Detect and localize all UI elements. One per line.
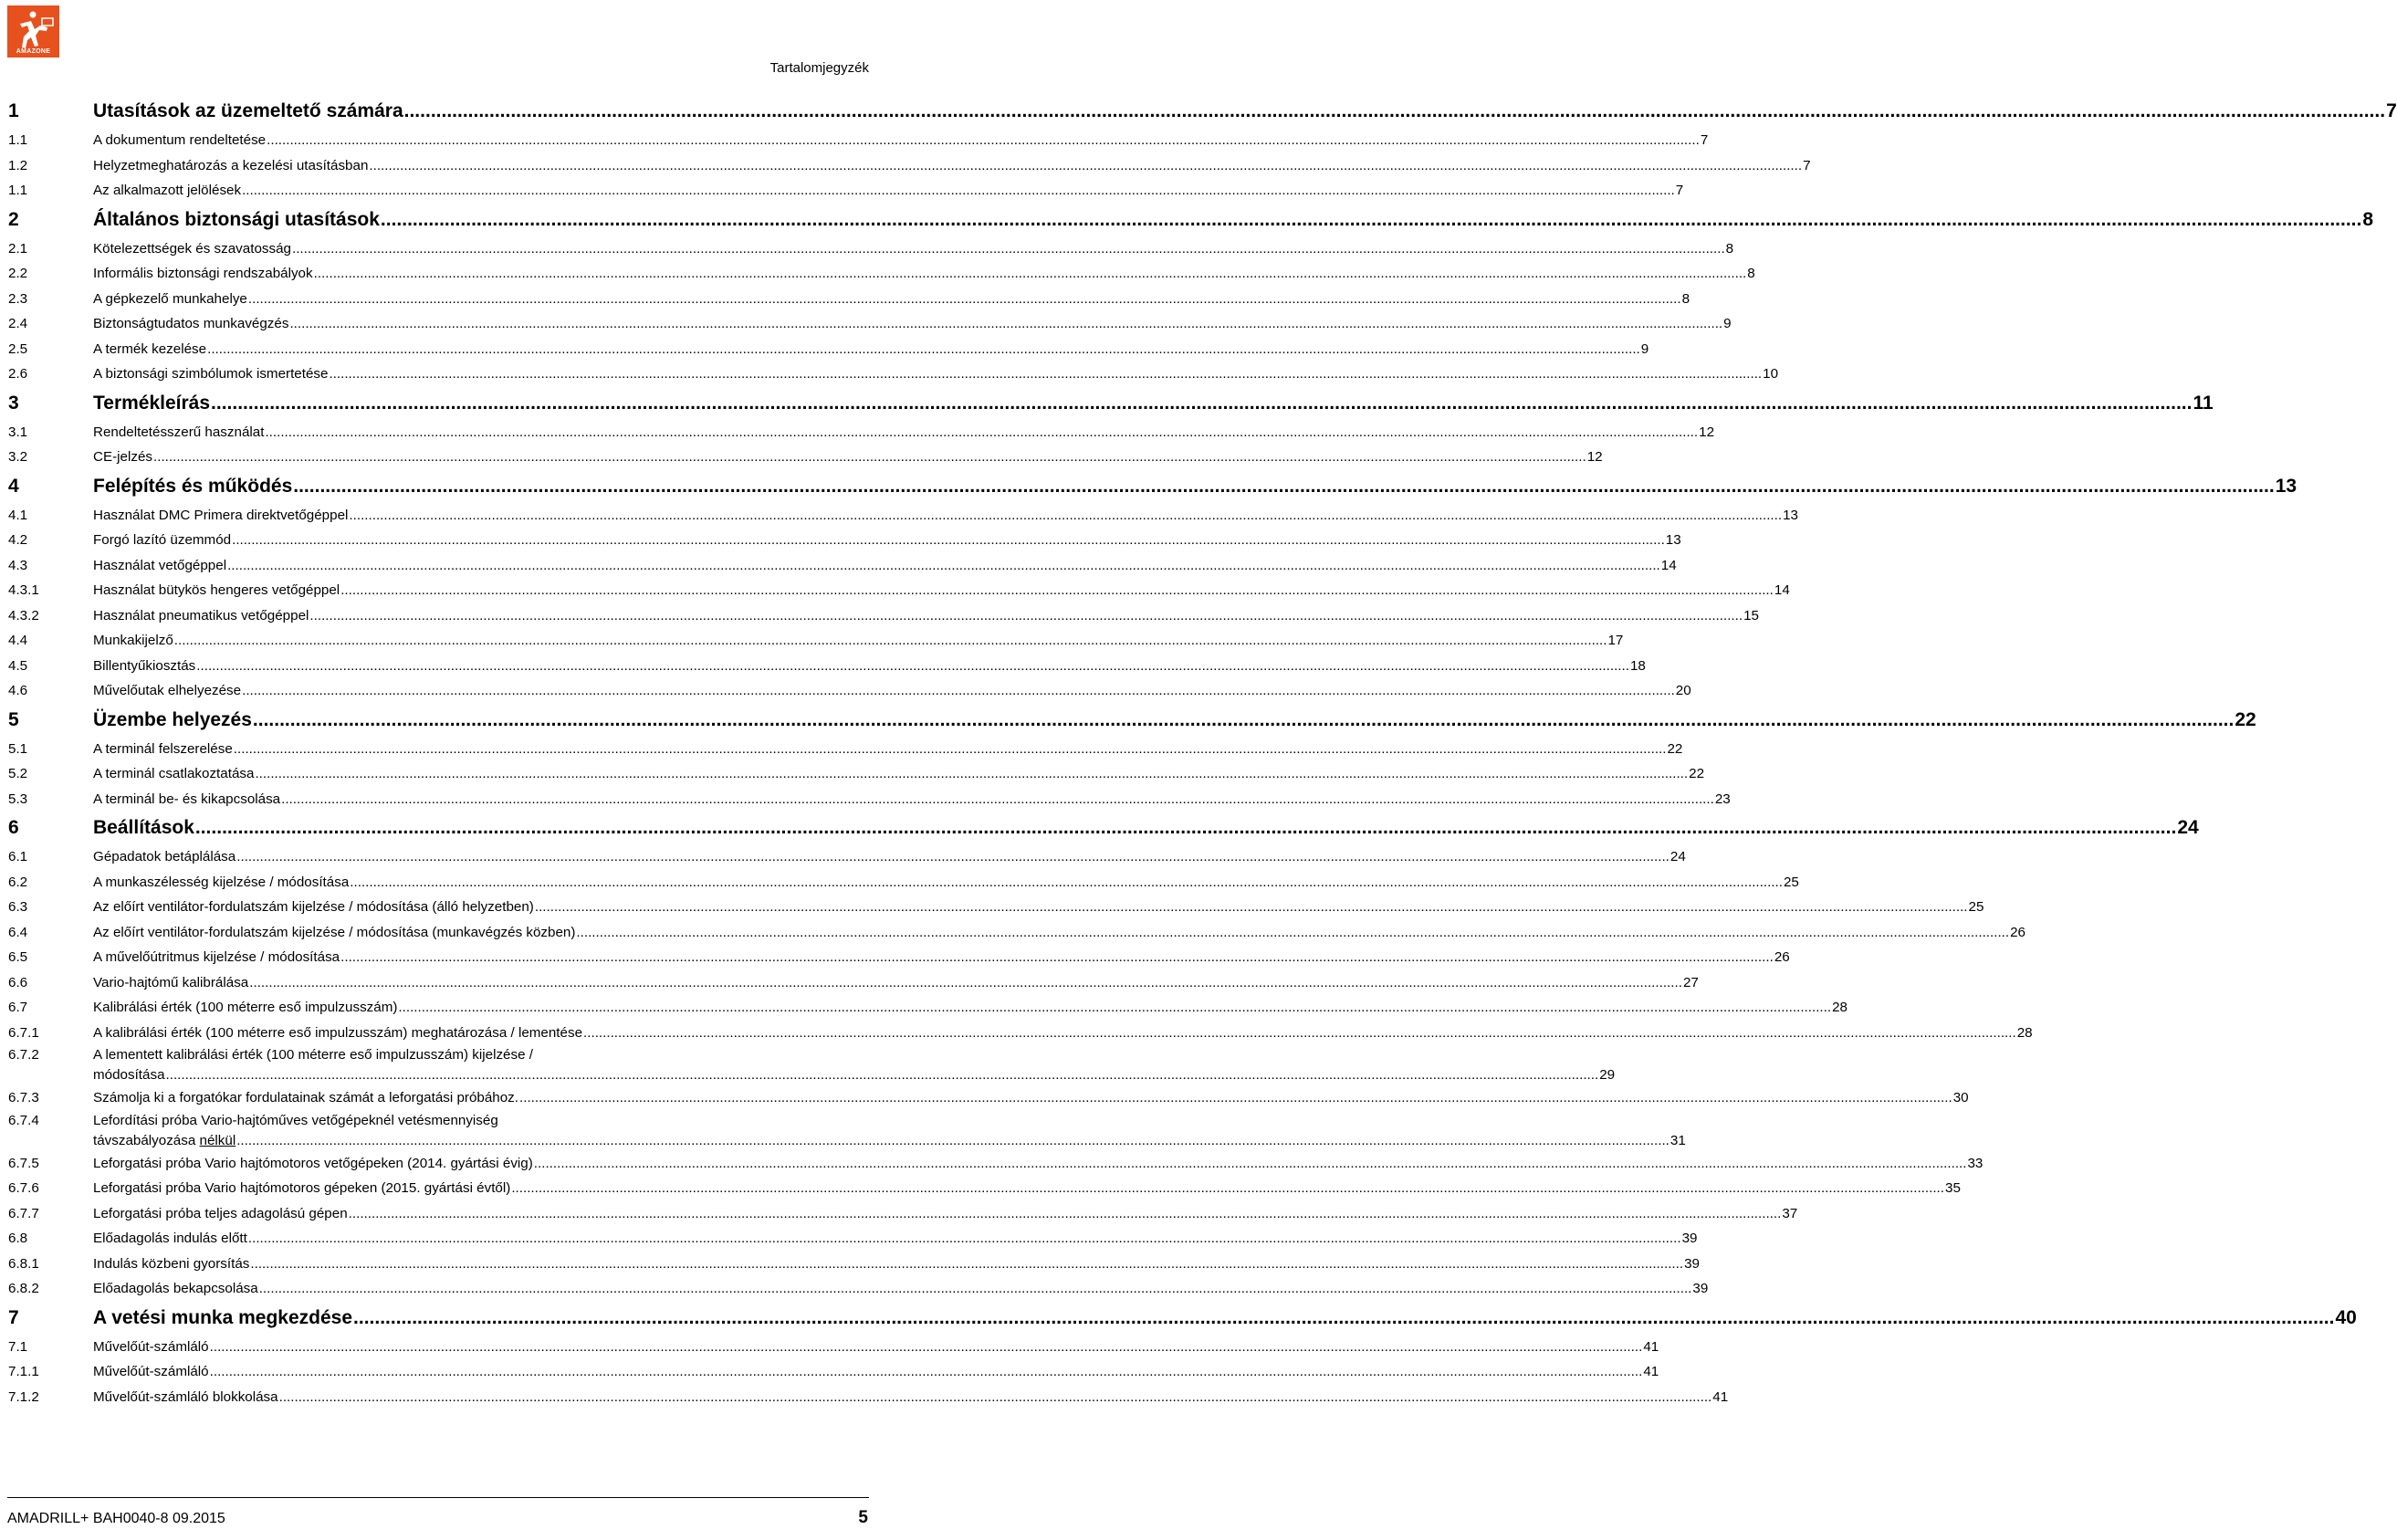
toc-entry[interactable] bbox=[8, 1335, 1659, 1360]
toc-page: 33 bbox=[1967, 1155, 1984, 1171]
toc-number: 6.8.2 bbox=[8, 1281, 39, 1296]
toc-entry[interactable] bbox=[8, 553, 1677, 579]
toc-title: Leforgatási próba Vario hajtómotoros gépeken (2015. gyártási évtől) bbox=[93, 1180, 511, 1196]
toc-entry[interactable] bbox=[8, 945, 1790, 970]
toc-page: 26 bbox=[2010, 924, 2026, 940]
toc-number: 6.7 bbox=[8, 1000, 28, 1015]
toc-title: Az alkalmazott jelölések bbox=[93, 183, 242, 198]
toc-page: 27 bbox=[1682, 974, 1699, 990]
toc-number: 6.4 bbox=[8, 924, 28, 940]
toc-entry[interactable] bbox=[8, 261, 1755, 287]
toc-entry[interactable] bbox=[8, 1385, 1729, 1410]
toc-leader bbox=[210, 1359, 1643, 1385]
toc-page: 41 bbox=[1712, 1388, 1729, 1405]
toc-leader bbox=[398, 995, 1831, 1021]
toc-leader bbox=[349, 503, 1782, 529]
toc-leader bbox=[250, 1252, 1683, 1277]
toc-page: 22 bbox=[1689, 766, 1705, 781]
toc-leader bbox=[248, 1226, 1681, 1252]
toc-leader bbox=[196, 654, 1629, 679]
toc-title: A kalibrálási érték (100 méterre eső impulzusszám) meghatározása / lementése bbox=[93, 1024, 583, 1041]
toc-title: A terminál be- és kikapcsolása bbox=[93, 791, 281, 807]
toc-page: 8 bbox=[1681, 290, 1690, 307]
toc-entry[interactable] bbox=[8, 761, 1705, 787]
toc-leader bbox=[340, 945, 1774, 970]
toc-entry[interactable] bbox=[8, 311, 1732, 337]
toc-number: 1 bbox=[8, 100, 19, 121]
toc-page: 23 bbox=[1714, 791, 1731, 807]
toc-title: CE-jelzés bbox=[93, 449, 152, 465]
toc-number: 1.1 bbox=[8, 132, 28, 148]
toc-title: A terminál felszerelése bbox=[93, 740, 233, 757]
toc-page: 13 bbox=[1783, 507, 1798, 523]
toc-entry[interactable] bbox=[8, 870, 1799, 896]
toc-page: 41 bbox=[1643, 1364, 1659, 1379]
toc-page: 14 bbox=[1660, 557, 1677, 573]
toc-leader bbox=[242, 178, 1675, 204]
toc-page: 11 bbox=[2193, 392, 2214, 414]
toc-page: 29 bbox=[1599, 1067, 1616, 1083]
toc-page: 20 bbox=[1675, 683, 1691, 698]
toc-page: 39 bbox=[1692, 1281, 1709, 1296]
toc-entry[interactable] bbox=[8, 578, 1790, 603]
toc-page: 26 bbox=[1774, 949, 1790, 965]
toc-number: 6.7.7 bbox=[8, 1205, 39, 1221]
toc-leader bbox=[174, 628, 1607, 654]
toc-leader bbox=[576, 920, 2009, 946]
toc-number: 7.1.1 bbox=[8, 1364, 39, 1379]
toc-page: 22 bbox=[1667, 740, 1683, 757]
toc-title: Művelőút-számláló bbox=[93, 1338, 209, 1355]
toc-page: 17 bbox=[1607, 633, 1624, 648]
toc-page: 39 bbox=[1684, 1255, 1700, 1272]
toc-entry[interactable] bbox=[8, 1226, 1698, 1252]
toc-entry[interactable] bbox=[8, 654, 1646, 679]
toc-number: 4.3 bbox=[8, 557, 28, 573]
toc-title: Kötelezettségek és szavatosság bbox=[93, 240, 291, 257]
toc-entry[interactable] bbox=[8, 995, 1847, 1021]
toc-title: Vario-hajtómű kalibrálása bbox=[93, 974, 249, 990]
toc-entry[interactable] bbox=[8, 895, 1984, 920]
toc-number: 2.1 bbox=[8, 240, 28, 257]
toc-leader bbox=[207, 337, 1640, 362]
toc-entry[interactable] bbox=[8, 970, 1699, 996]
toc-page: 24 bbox=[2177, 817, 2199, 838]
toc-title: Termékleírás bbox=[93, 392, 211, 414]
toc-title: Művelőutak elhelyezése bbox=[93, 683, 242, 698]
toc-leader bbox=[349, 1201, 1782, 1227]
toc-entry[interactable] bbox=[8, 737, 1683, 762]
toc-page: 7 bbox=[1675, 183, 1684, 198]
toc-page: 25 bbox=[1783, 874, 1799, 890]
toc-chapter-entry[interactable] bbox=[8, 470, 2298, 503]
toc-entry[interactable] bbox=[8, 1252, 1700, 1277]
toc-leader bbox=[248, 287, 1681, 312]
toc-number: 4.3.2 bbox=[8, 607, 39, 623]
toc-number: 6.1 bbox=[8, 849, 28, 864]
toc-leader bbox=[404, 95, 2385, 128]
toc-entry[interactable] bbox=[8, 1151, 1984, 1177]
toc-page: 12 bbox=[1699, 424, 1715, 440]
toc-leader bbox=[340, 578, 1774, 603]
toc-leader bbox=[234, 737, 1667, 762]
toc-leader bbox=[519, 1085, 1952, 1111]
toc-title: Üzembe helyezés bbox=[93, 708, 252, 730]
toc-entry[interactable] bbox=[8, 153, 1811, 179]
toc-number: 7.1.2 bbox=[8, 1388, 39, 1405]
toc-title: Beállítások bbox=[93, 817, 194, 838]
toc-leader bbox=[242, 678, 1675, 704]
toc-chapter-entry[interactable] bbox=[8, 95, 2397, 128]
toc-title: Az előírt ventilátor-fordulatszám kijelzése / módosítása (álló helyzetben) bbox=[93, 899, 534, 915]
toc-leader bbox=[381, 204, 2361, 236]
toc-title: A művelőútritmus kijelzése / módosítása bbox=[93, 949, 340, 965]
toc-title: Művelőút-számláló blokkolása bbox=[93, 1388, 278, 1405]
toc-entry[interactable] bbox=[8, 1085, 1969, 1111]
toc-entry[interactable] bbox=[8, 787, 1731, 812]
toc-entry[interactable] bbox=[8, 420, 1715, 445]
toc-chapter-entry[interactable] bbox=[8, 704, 2256, 737]
toc-leader bbox=[255, 761, 1688, 787]
toc-number: 6.8 bbox=[8, 1231, 28, 1246]
toc-page: 7 bbox=[2386, 100, 2397, 121]
toc-title: Leforgatási próba Vario hajtómotoros vetőgépeken (2014. gyártási évig) bbox=[93, 1155, 533, 1171]
toc-number: 1.1 bbox=[8, 183, 28, 198]
toc-title: módosítása bbox=[93, 1067, 165, 1083]
toc-number: 4.2 bbox=[8, 532, 28, 548]
toc-leader bbox=[534, 1151, 1967, 1177]
toc-entry[interactable] bbox=[8, 361, 1779, 387]
toc-number: 4.5 bbox=[8, 657, 28, 674]
toc-page: 8 bbox=[2362, 208, 2374, 230]
toc-entry[interactable] bbox=[8, 1045, 1616, 1085]
toc-title: Számolja ki a forgatókar fordulatainak számát a leforgatási próbához. bbox=[93, 1090, 518, 1105]
toc-title: Előadagolás bekapcsolása bbox=[93, 1281, 258, 1296]
toc-number: 7.1 bbox=[8, 1338, 28, 1355]
toc-number: 6.7.6 bbox=[8, 1180, 39, 1196]
toc-number: 4 bbox=[8, 475, 19, 497]
toc-page: 35 bbox=[1945, 1180, 1961, 1196]
toc-page: 9 bbox=[1640, 340, 1649, 357]
toc-page: 24 bbox=[1670, 849, 1686, 864]
toc-number: 4.1 bbox=[8, 507, 28, 523]
toc-entry[interactable] bbox=[8, 528, 1681, 553]
toc-leader bbox=[249, 970, 1682, 996]
toc-entry[interactable] bbox=[8, 445, 1603, 470]
toc-title: A biztonsági szimbólumok ismertetése bbox=[93, 366, 329, 382]
toc-chapter-entry[interactable] bbox=[8, 387, 2214, 420]
toc-entry[interactable] bbox=[8, 844, 1686, 870]
toc-leader bbox=[236, 844, 1670, 870]
toc-entry[interactable] bbox=[8, 1021, 2033, 1046]
toc-page: 7 bbox=[1700, 132, 1709, 148]
toc-number: 2.5 bbox=[8, 340, 28, 357]
toc-number: 3.2 bbox=[8, 449, 28, 465]
logo-text: AMAZONE bbox=[16, 48, 51, 55]
toc-leader bbox=[153, 445, 1586, 470]
toc-title: Biztonságtudatos munkavégzés bbox=[93, 316, 289, 331]
toc-leader bbox=[292, 236, 1725, 262]
table-of-contents bbox=[8, 95, 2397, 1409]
toc-entry[interactable] bbox=[8, 236, 1734, 262]
toc-title-line: Lefordítási próba Vario-hajtóműves vetőgépeknél vetésmennyiség bbox=[93, 1112, 498, 1128]
toc-leader bbox=[253, 704, 2234, 737]
toc-page: 14 bbox=[1774, 582, 1790, 598]
toc-page: 12 bbox=[1586, 449, 1603, 465]
toc-page: 13 bbox=[2275, 475, 2298, 497]
toc-number: 5 bbox=[8, 708, 19, 730]
toc-title: Az előírt ventilátor-fordulatszám kijelzése / módosítása (munkavégzés közben) bbox=[93, 924, 576, 940]
toc-title: távszabályozása nélkül bbox=[93, 1132, 236, 1148]
toc-leader bbox=[265, 420, 1698, 445]
toc-number: 1.2 bbox=[8, 157, 28, 173]
toc-page: 37 bbox=[1782, 1205, 1798, 1221]
toc-leader bbox=[259, 1276, 1692, 1302]
toc-number: 6.7.2 bbox=[8, 1047, 39, 1063]
toc-number: 3.1 bbox=[8, 424, 28, 440]
toc-title: Előadagolás indulás előtt bbox=[93, 1231, 247, 1246]
toc-entry[interactable] bbox=[8, 1201, 1798, 1227]
toc-entry[interactable] bbox=[8, 503, 1798, 529]
toc-leader bbox=[210, 1335, 1643, 1360]
toc-entry[interactable] bbox=[8, 1276, 1709, 1302]
toc-title: A vetési munka megkezdése bbox=[93, 1306, 353, 1328]
toc-title: A dokumentum rendeltetése bbox=[93, 132, 267, 148]
toc-entry[interactable] bbox=[8, 178, 1684, 204]
toc-title: Rendeltetésszerű használat bbox=[93, 424, 265, 440]
toc-number: 2.4 bbox=[8, 316, 28, 331]
toc-title: Forgó lazító üzemmód bbox=[93, 532, 232, 548]
toc-leader bbox=[227, 553, 1660, 579]
toc-title: Gépadatok betáplálása bbox=[93, 849, 236, 864]
toc-title: Használat bütykös hengeres vetőgéppel bbox=[93, 582, 340, 598]
toc-title: A terminál csatlakoztatása bbox=[93, 766, 255, 781]
toc-number: 4.6 bbox=[8, 683, 28, 698]
toc-title: Felépítés és működés bbox=[93, 475, 293, 497]
toc-number: 6.3 bbox=[8, 899, 28, 915]
toc-page: 18 bbox=[1629, 657, 1646, 674]
toc-entry[interactable] bbox=[8, 628, 1624, 654]
toc-title: A munkaszélesség kijelzése / módosítása bbox=[93, 874, 350, 890]
toc-number: 3 bbox=[8, 392, 19, 414]
toc-title: Munkakijelző bbox=[93, 633, 173, 648]
toc-number: 6.7.4 bbox=[8, 1112, 39, 1128]
toc-number: 4.4 bbox=[8, 633, 28, 648]
toc-entry[interactable] bbox=[8, 128, 1709, 153]
toc-title: Használat DMC Primera direktvetőgéppel bbox=[93, 507, 349, 523]
toc-number: 6.8.1 bbox=[8, 1255, 39, 1272]
toc-leader bbox=[281, 787, 1714, 812]
toc-leader bbox=[166, 1065, 1599, 1085]
toc-entry[interactable] bbox=[8, 337, 1649, 362]
toc-title: Indulás közbeni gyorsítás bbox=[93, 1255, 250, 1272]
toc-title: A gépkezelő munkahelye bbox=[93, 290, 247, 307]
toc-number: 6.7.5 bbox=[8, 1155, 39, 1171]
toc-number: 4.3.1 bbox=[8, 582, 39, 598]
toc-page: 15 bbox=[1743, 607, 1759, 623]
toc-title: Utasítások az üzemeltető számára bbox=[93, 100, 403, 121]
toc-chapter-entry[interactable] bbox=[8, 1302, 2357, 1335]
toc-title: Művelőút-számláló bbox=[93, 1364, 209, 1379]
toc-number: 2 bbox=[8, 208, 19, 230]
toc-leader bbox=[236, 1131, 1670, 1151]
toc-leader bbox=[511, 1176, 1944, 1201]
toc-leader bbox=[329, 361, 1762, 387]
toc-title: Leforgatási próba teljes adagolású gépen bbox=[93, 1205, 348, 1221]
toc-number: 7 bbox=[8, 1306, 19, 1328]
toc-title: Általános biztonsági utasítások bbox=[93, 208, 380, 230]
toc-entry[interactable] bbox=[8, 287, 1690, 312]
toc-entry[interactable] bbox=[8, 678, 1691, 704]
toc-leader bbox=[289, 311, 1722, 337]
toc-page: 13 bbox=[1665, 532, 1681, 548]
toc-page: 40 bbox=[2335, 1306, 2357, 1328]
toc-page: 8 bbox=[1725, 240, 1734, 257]
toc-page: 7 bbox=[1803, 157, 1811, 173]
toc-number: 2.2 bbox=[8, 266, 28, 281]
toc-leader bbox=[267, 128, 1700, 153]
toc-page: 22 bbox=[2235, 708, 2256, 730]
toc-number: 6.7.3 bbox=[8, 1090, 39, 1105]
toc-title: Használat pneumatikus vetőgéppel bbox=[93, 607, 309, 623]
footer-divider bbox=[7, 1497, 869, 1498]
toc-title: Billentyűkiosztás bbox=[93, 657, 196, 674]
toc-page: 30 bbox=[1952, 1090, 1969, 1105]
toc-page: 31 bbox=[1670, 1132, 1686, 1148]
toc-leader bbox=[350, 870, 1783, 896]
toc-number: 6.6 bbox=[8, 974, 28, 990]
toc-leader bbox=[583, 1021, 2016, 1046]
toc-entry[interactable] bbox=[8, 1176, 1961, 1201]
toc-entry[interactable] bbox=[8, 603, 1759, 629]
toc-entry[interactable] bbox=[8, 920, 2026, 946]
toc-page: 25 bbox=[1968, 899, 1984, 915]
toc-leader bbox=[309, 603, 1743, 629]
toc-number: 6.7.1 bbox=[8, 1024, 39, 1041]
toc-leader bbox=[195, 812, 2176, 844]
toc-entry[interactable] bbox=[8, 1359, 1659, 1385]
toc-page: 28 bbox=[2016, 1024, 2033, 1041]
toc-page: 28 bbox=[1832, 1000, 1847, 1015]
toc-title: Kalibrálási érték (100 méterre eső impulzusszám) bbox=[93, 1000, 398, 1015]
toc-title: Informális biztonsági rendszabályok bbox=[93, 266, 313, 281]
toc-chapter-entry[interactable] bbox=[8, 204, 2374, 236]
toc-entry[interactable] bbox=[8, 1111, 1686, 1151]
toc-number: 6.2 bbox=[8, 874, 28, 890]
toc-leader bbox=[211, 387, 2192, 420]
toc-leader bbox=[535, 895, 1968, 920]
page-title: Tartalomjegyzék bbox=[769, 60, 869, 76]
toc-number: 6 bbox=[8, 817, 19, 838]
amazone-logo bbox=[7, 5, 59, 58]
footer-page-number: 5 bbox=[858, 1508, 868, 1527]
toc-title: A termék kezelése bbox=[93, 340, 207, 357]
toc-leader bbox=[314, 261, 1747, 287]
toc-title: Helyzetmeghatározás a kezelési utasításban bbox=[93, 157, 369, 173]
toc-chapter-entry[interactable] bbox=[8, 812, 2199, 844]
toc-page: 39 bbox=[1681, 1231, 1698, 1246]
toc-leader bbox=[293, 470, 2274, 503]
toc-page: 10 bbox=[1763, 366, 1779, 382]
toc-number: 6.5 bbox=[8, 949, 28, 965]
toc-leader bbox=[353, 1302, 2334, 1335]
toc-leader bbox=[369, 153, 1802, 179]
footer-doc-id: AMADRILL+ BAH0040-8 09.2015 bbox=[7, 1511, 225, 1526]
toc-number: 5.2 bbox=[8, 766, 28, 781]
toc-number: 5.3 bbox=[8, 791, 28, 807]
toc-page: 9 bbox=[1723, 316, 1732, 331]
toc-page: 41 bbox=[1643, 1338, 1659, 1355]
toc-title: Használat vetőgéppel bbox=[93, 557, 227, 573]
toc-number: 2.3 bbox=[8, 290, 28, 307]
toc-title-line: A lementett kalibrálási érték (100 méterre eső impulzusszám) kijelzése / bbox=[93, 1047, 533, 1063]
toc-number: 5.1 bbox=[8, 740, 28, 757]
toc-leader bbox=[279, 1385, 1712, 1410]
toc-leader bbox=[232, 528, 1665, 553]
toc-number: 2.6 bbox=[8, 366, 28, 382]
toc-page: 8 bbox=[1747, 266, 1755, 281]
